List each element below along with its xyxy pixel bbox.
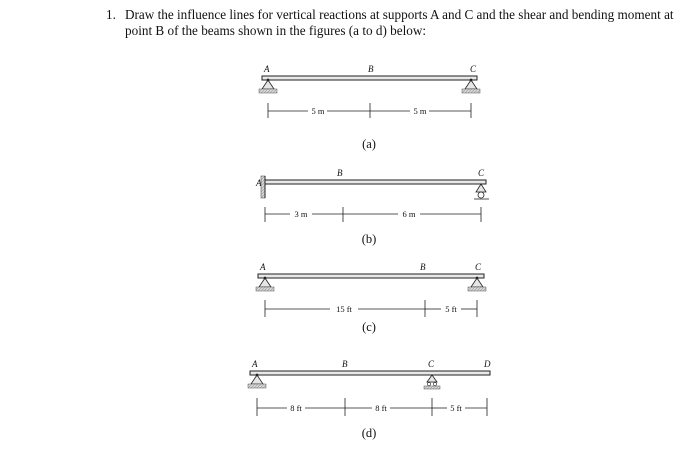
fig-c-pin-support-A: [256, 277, 274, 291]
figure-a: [259, 64, 480, 151]
fig-c-beam: [258, 274, 484, 278]
problem-text: Draw the influence lines for vertical reactions at supports A and C and the shear and bending moment at point B of the beams shown in the figures (a to d) below:: [125, 7, 674, 38]
figure-c: [256, 262, 486, 334]
fig-b-roller-support-C: [474, 184, 489, 199]
fig-a-label-C: C: [470, 64, 477, 74]
fig-c-dim-AB: 15 ft: [336, 304, 352, 314]
fig-c-dim-BC: 5 ft: [445, 304, 457, 314]
fig-d-label-D: D: [484, 359, 491, 369]
problem-number: 1.: [106, 7, 116, 22]
fig-d-dim-CD: 5 ft: [450, 403, 462, 413]
fig-d-caption: (d): [361, 426, 377, 440]
fig-b-caption: (b): [361, 232, 377, 246]
figure-b: [255, 168, 489, 246]
fig-d-pin-support-A: [248, 374, 266, 388]
fig-b-dim-AB: 3 m: [294, 209, 308, 219]
fig-c-label-C: C: [475, 262, 482, 272]
fig-b-label-B: B: [337, 168, 343, 178]
fig-c-caption: (c): [362, 320, 376, 334]
fig-d-label-A: A: [252, 359, 258, 369]
fig-d-label-B: B: [342, 359, 348, 369]
fig-a-beam: [262, 76, 477, 80]
fig-a-caption: (a): [362, 137, 376, 151]
figure-d: [248, 359, 491, 440]
fig-a-dim-AB: 5 m: [311, 106, 325, 116]
fig-c-label-A: A: [260, 262, 266, 272]
fig-d-roller-support-C: [424, 375, 440, 389]
fig-a-pin-support-A: [259, 79, 277, 93]
fig-b-label-C: C: [478, 168, 485, 178]
fig-d-dim-AB: 8 ft: [290, 403, 302, 413]
fig-a-label-A: A: [264, 64, 270, 74]
fig-a-pin-support-C: [462, 79, 480, 93]
fig-a-label-B: B: [368, 64, 374, 74]
fig-b-label-A: A: [256, 178, 262, 188]
fig-b-dim-BC: 6 m: [402, 209, 416, 219]
fig-c-pin-support-C: [468, 277, 486, 291]
fig-d-dim-BC: 8 ft: [375, 403, 387, 413]
fig-c-label-B: B: [420, 262, 426, 272]
fig-d-label-C: C: [428, 359, 435, 369]
fig-b-fixed-support-A: [261, 176, 265, 198]
fig-a-dim-BC: 5 m: [413, 106, 427, 116]
fig-a-dimension-lines: [268, 103, 471, 118]
fig-d-beam: [250, 371, 490, 375]
fig-b-beam: [264, 180, 486, 184]
